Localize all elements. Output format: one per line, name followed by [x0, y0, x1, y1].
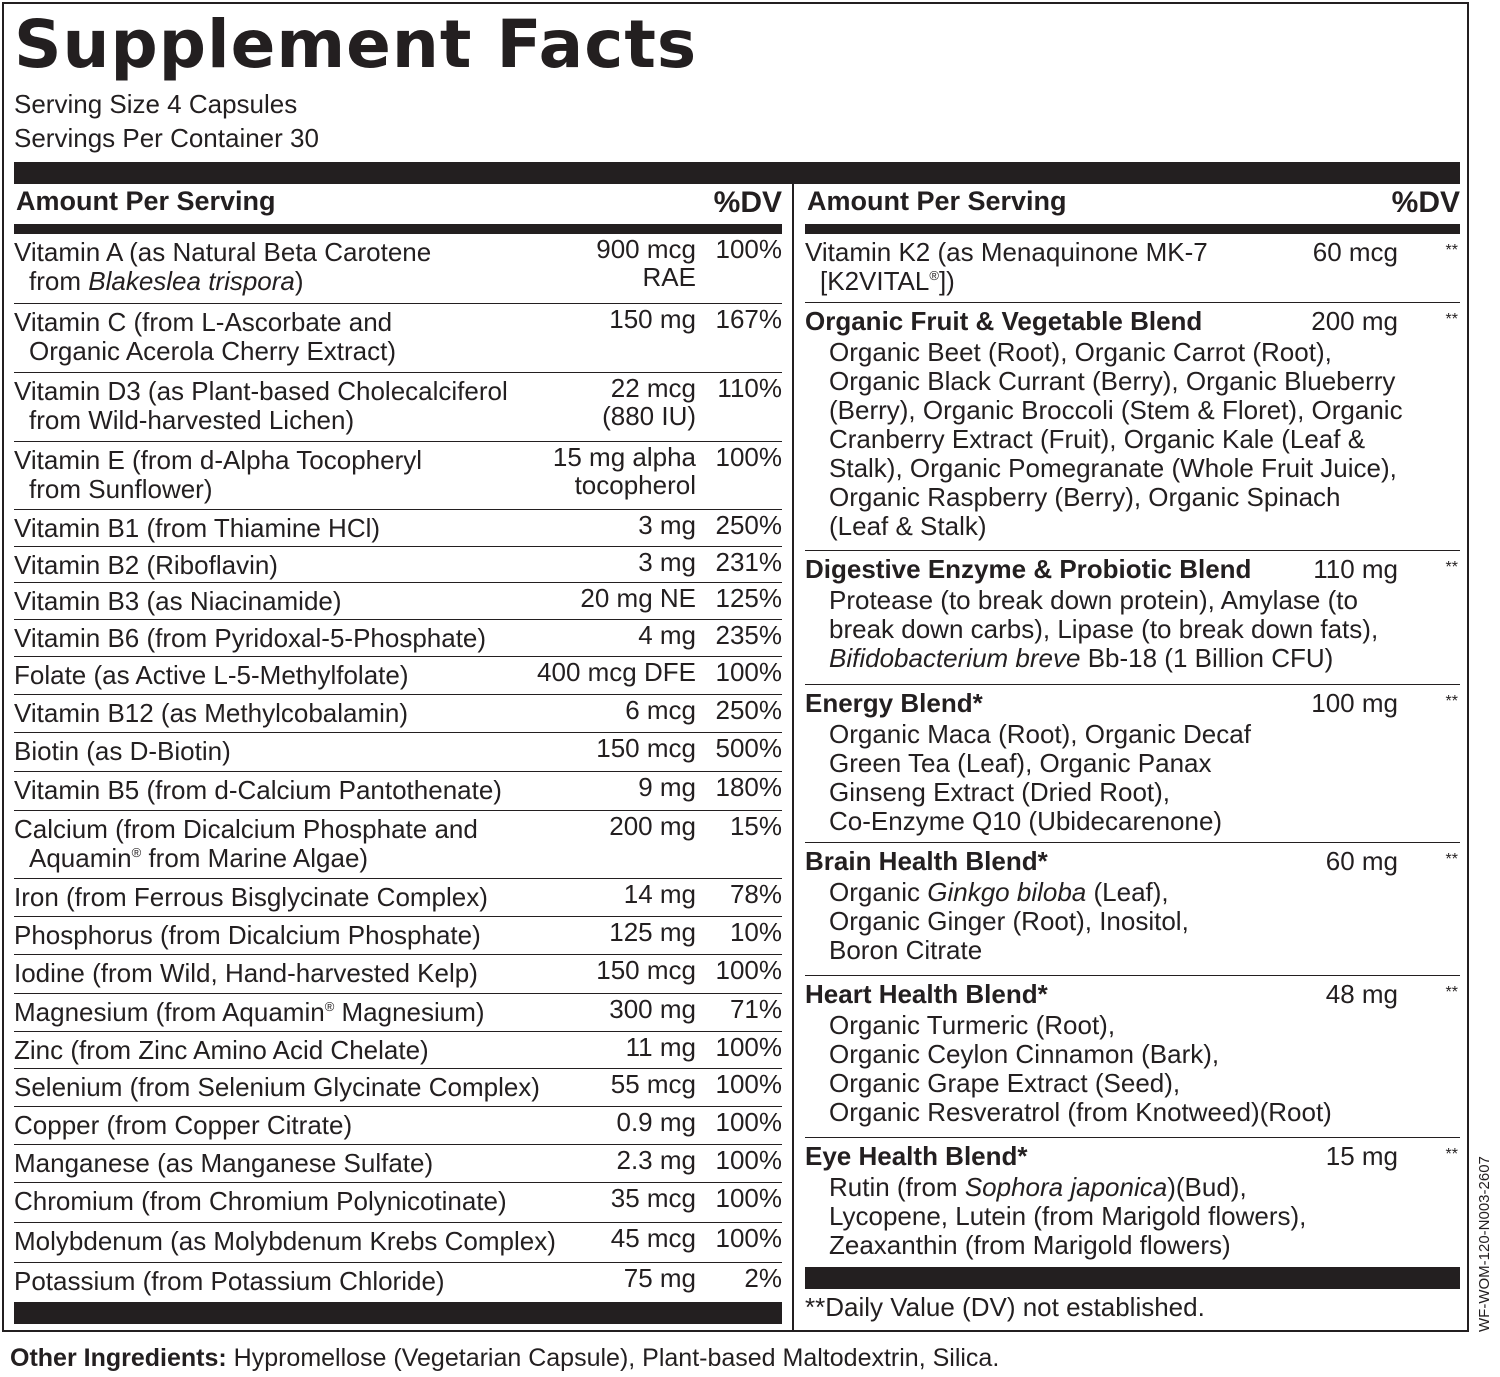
- blend-name: Digestive Enzyme & Probiotic Blend: [805, 554, 1252, 584]
- nutrient-name: Potassium (from Potassium Chloride): [14, 1266, 445, 1296]
- dv-label: %DV: [713, 186, 782, 219]
- nutrient-source: from Sunflower): [29, 474, 213, 504]
- blend-name: Brain Health Blend*: [805, 846, 1048, 876]
- nutrient-row: [14, 620, 782, 657]
- nutrient-source: Aquamin® from Marine Algae): [29, 843, 369, 873]
- nutrient-amount: 45 mcg: [610, 1223, 696, 1253]
- amount-per-serving-label: Amount Per Serving: [807, 186, 1067, 216]
- right-rows: [805, 234, 1460, 1270]
- nutrient-row: [14, 234, 782, 304]
- species-name: Ginkgo biloba: [927, 877, 1087, 907]
- nutrient-dv: 100%: [715, 657, 782, 687]
- blend-ingredients: [829, 338, 1403, 541]
- nutrient-row: [14, 917, 782, 955]
- blend-dv: **: [1445, 559, 1458, 576]
- blend-name: Vitamin K2 (as Menaquinone MK-7 [K2VITAL®]): [805, 237, 1208, 296]
- blend-row: [805, 976, 1460, 1138]
- nutrient-row: [14, 1263, 782, 1295]
- nutrient-dv: 78%: [729, 879, 782, 909]
- nutrient-dv: 100%: [715, 1032, 782, 1062]
- nutrient-row: [14, 583, 782, 620]
- blend-name: Heart Health Blend*: [805, 979, 1048, 1009]
- serving-size: Serving Size 4 Capsules: [14, 89, 298, 119]
- blend-source: [K2VITAL®]): [820, 266, 955, 296]
- nutrient-name: Folate (as Active L-5-Methylfolate): [14, 660, 409, 690]
- nutrient-amount: 55 mcg: [610, 1069, 696, 1099]
- nutrient-name: Copper (from Copper Citrate): [14, 1110, 353, 1140]
- blend-row: [805, 1138, 1460, 1270]
- nutrient-name: Vitamin B3 (as Niacinamide): [14, 586, 342, 616]
- nutrient-name: Zinc (from Zinc Amino Acid Chelate): [14, 1035, 429, 1065]
- blend-ingredients: [829, 586, 1378, 673]
- blend-amount: 100 mg: [1311, 688, 1398, 718]
- nutrient-row: [14, 1183, 782, 1223]
- nutrient-dv: 100%: [715, 955, 782, 985]
- blend-dv: **: [1445, 1146, 1458, 1163]
- nutrient-dv: 15%: [729, 811, 782, 841]
- nutrient-dv: 250%: [715, 695, 782, 725]
- nutrient-amount: 400 mcg DFE: [537, 657, 696, 687]
- dv-footnote: **Daily Value (DV) not established.: [805, 1292, 1205, 1322]
- ingredient-line: Stalk), Organic Pomegranate (Whole Fruit Juice),: [829, 453, 1397, 483]
- nutrient-dv: 100%: [715, 1107, 782, 1137]
- ingredient-line: Organic Maca (Root), Organic Decaf: [829, 719, 1251, 749]
- nutrient-dv: 125%: [715, 583, 782, 613]
- nutrient-amount: 125 mg: [609, 917, 696, 947]
- blend-name: Eye Health Blend*: [805, 1141, 1028, 1171]
- blend-ingredients: [829, 720, 1251, 836]
- blend-amount: 48 mg: [1325, 979, 1398, 1009]
- ingredient-line: Zeaxanthin (from Marigold flowers): [829, 1230, 1231, 1260]
- nutrient-dv: 100%: [715, 442, 782, 472]
- blend-row: [805, 303, 1460, 551]
- nutrient-amount: 20 mg NE: [580, 583, 696, 613]
- nutrient-name: Biotin (as D-Biotin): [14, 736, 231, 766]
- nutrient-dv: 110%: [717, 373, 782, 403]
- nutrient-row: [14, 1032, 782, 1069]
- ingredient-line: Protease (to break down protein), Amylase (to: [829, 585, 1358, 615]
- ingredient-line: Organic Raspberry (Berry), Organic Spinach: [829, 482, 1341, 512]
- other-ingredients-label: Other Ingredients:: [10, 1344, 227, 1372]
- nutrient-name: Vitamin B5 (from d-Calcium Pantothenate): [14, 775, 502, 805]
- nutrient-amount: 14 mg: [623, 879, 696, 909]
- nutrient-source: Organic Acerola Cherry Extract): [29, 336, 397, 366]
- blend-dv: **: [1445, 693, 1458, 710]
- blend-amount: 200 mg: [1311, 306, 1398, 336]
- nutrient-dv: 71%: [729, 994, 782, 1024]
- left-bottom-bar: [14, 1302, 782, 1324]
- nutrient-dv: 10%: [729, 917, 782, 947]
- blend-name: Energy Blend*: [805, 688, 983, 718]
- blend-amount: 15 mg: [1325, 1141, 1398, 1171]
- nutrient-row: [14, 1223, 782, 1263]
- ingredient-line: Ginseng Extract (Dried Root),: [829, 777, 1171, 807]
- blend-ingredients: [829, 1011, 1332, 1127]
- registered-mark: ®: [929, 268, 939, 283]
- nutrient-row: [14, 733, 782, 772]
- nutrient-dv: 500%: [715, 733, 782, 763]
- top-divider-bar: [14, 162, 1460, 184]
- nutrient-name: Molybdenum (as Molybdenum Krebs Complex): [14, 1226, 556, 1256]
- left-column-header: [14, 184, 782, 234]
- nutrient-row: [14, 1107, 782, 1145]
- blend-ingredients: [829, 878, 1189, 965]
- ingredient-line: Lycopene, Lutein (from Marigold flowers),: [829, 1201, 1307, 1231]
- ingredient-line: Organic Resveratrol (from Knotweed)(Root): [829, 1097, 1332, 1127]
- ingredient-line: Organic Ceylon Cinnamon (Bark),: [829, 1039, 1220, 1069]
- nutrient-row: [14, 547, 782, 583]
- blend-name: Organic Fruit & Vegetable Blend: [805, 306, 1203, 336]
- nutrient-name: Vitamin B1 (from Thiamine HCl): [14, 513, 381, 543]
- nutrient-amount: 3 mg: [638, 510, 696, 540]
- nutrient-amount: 150 mcg: [596, 955, 696, 985]
- registered-mark: ®: [131, 845, 142, 860]
- nutrient-row: [14, 373, 782, 442]
- other-ingredients-text: Hypromellose (Vegetarian Capsule), Plant-based Maltodextrin, Silica.: [226, 1344, 1000, 1372]
- ingredient-line: Boron Citrate: [829, 935, 983, 965]
- nutrient-row: [14, 955, 782, 994]
- nutrient-dv: 180%: [715, 772, 782, 802]
- right-blend-column: [805, 184, 1460, 1270]
- amount-per-serving-label: Amount Per Serving: [16, 186, 276, 216]
- blend-amount: 110 mg: [1313, 554, 1398, 584]
- ingredient-line: Rutin (from Sophora japonica)(Bud),: [829, 1172, 1247, 1202]
- nutrient-amount: 9 mg: [638, 772, 696, 802]
- ingredient-line: Organic Grape Extract (Seed),: [829, 1068, 1181, 1098]
- ingredient-line: Bifidobacterium breve Bb-18 (1 Billion CFU): [829, 643, 1334, 673]
- nutrient-name: Vitamin B2 (Riboflavin): [14, 550, 278, 580]
- nutrient-row: [14, 657, 782, 695]
- species-name: Bifidobacterium breve: [829, 643, 1081, 673]
- ingredient-line: Cranberry Extract (Fruit), Organic Kale (Leaf &: [829, 424, 1366, 454]
- nutrient-source: from Blakeslea trispora): [29, 266, 304, 296]
- nutrient-source: from Wild-harvested Lichen): [29, 405, 355, 435]
- product-code: WF-WOM-120-N003-2607: [1476, 1156, 1493, 1332]
- nutrient-amount: 200 mg: [609, 811, 696, 841]
- blend-dv: **: [1445, 851, 1458, 868]
- nutrient-name: Vitamin B6 (from Pyridoxal-5-Phosphate): [14, 623, 487, 653]
- nutrient-dv: 100%: [715, 1223, 782, 1253]
- nutrient-row: [14, 442, 782, 510]
- nutrient-name: Iron (from Ferrous Bisglycinate Complex): [14, 882, 488, 912]
- ingredient-line: Organic Ginkgo biloba (Leaf),: [829, 877, 1169, 907]
- nutrient-amount: 150 mcg: [596, 733, 696, 763]
- page-title: Supplement Facts: [14, 6, 698, 83]
- nutrient-amount: 4 mg: [638, 620, 696, 650]
- nutrient-amount: 150 mg: [609, 304, 696, 334]
- nutrient-row: [14, 994, 782, 1032]
- nutrient-name: Vitamin B12 (as Methylcobalamin): [14, 698, 409, 728]
- nutrient-amount: 0.9 mg: [616, 1107, 696, 1137]
- nutrient-row: [14, 510, 782, 547]
- ingredient-line: (Leaf & Stalk): [829, 511, 987, 541]
- nutrient-name: Vitamin A (as Natural Beta Carotene from Blakeslea trispora): [14, 237, 432, 296]
- column-divider: [792, 184, 794, 1332]
- nutrient-row: [14, 695, 782, 733]
- nutrient-row: [14, 772, 782, 811]
- nutrient-dv: 100%: [715, 1145, 782, 1175]
- ingredient-line: Green Tea (Leaf), Organic Panax: [829, 748, 1212, 778]
- nutrient-dv: 100%: [715, 1069, 782, 1099]
- nutrient-name: Vitamin C (from L-Ascorbate and Organic Acerola Cherry Extract): [14, 307, 397, 366]
- other-ingredients: [10, 1342, 999, 1374]
- ingredient-line: Organic Ginger (Root), Inositol,: [829, 906, 1189, 936]
- nutrient-name: Phosphorus (from Dicalcium Phosphate): [14, 920, 481, 950]
- nutrient-name: Selenium (from Selenium Glycinate Complex): [14, 1072, 540, 1102]
- registered-mark: ®: [324, 999, 335, 1014]
- nutrient-row: [14, 1069, 782, 1107]
- species-name: Sophora japonica: [964, 1172, 1168, 1202]
- nutrient-dv: 250%: [715, 510, 782, 540]
- nutrient-amount: 75 mg: [623, 1263, 696, 1293]
- nutrient-dv: 231%: [715, 547, 782, 577]
- nutrient-row: [14, 304, 782, 373]
- nutrient-name: Chromium (from Chromium Polynicotinate): [14, 1186, 507, 1216]
- servings-per-container: Servings Per Container 30: [14, 123, 319, 153]
- nutrient-amount: 22 mcg (880 IU): [602, 373, 696, 431]
- right-column-header: [805, 184, 1460, 234]
- nutrient-dv: 167%: [715, 304, 782, 334]
- blend-row: [805, 843, 1460, 976]
- nutrient-row: [14, 1145, 782, 1183]
- ingredient-line: Organic Beet (Root), Organic Carrot (Root),: [829, 337, 1332, 367]
- nutrient-name: Calcium (from Dicalcium Phosphate and Aquamin® from Marine Algae): [14, 814, 478, 873]
- ingredient-line: Organic Turmeric (Root),: [829, 1010, 1116, 1040]
- blend-dv: **: [1445, 984, 1458, 1001]
- nutrient-amount: 35 mcg: [610, 1183, 696, 1213]
- dv-label: %DV: [1391, 186, 1460, 219]
- ingredient-line: Co-Enzyme Q10 (Ubidecarenone): [829, 806, 1223, 836]
- nutrient-name: Manganese (as Manganese Sulfate): [14, 1148, 434, 1178]
- nutrient-name: Iodine (from Wild, Hand-harvested Kelp): [14, 958, 478, 988]
- nutrient-dv: 2%: [744, 1263, 782, 1293]
- nutrient-amount: 6 mcg: [625, 695, 696, 725]
- blend-row: [805, 234, 1460, 303]
- blend-dv: **: [1445, 311, 1458, 328]
- nutrient-amount: 2.3 mg: [616, 1145, 696, 1175]
- ingredient-line: Organic Black Currant (Berry), Organic Blueberry: [829, 366, 1396, 396]
- blend-dv: **: [1445, 242, 1458, 259]
- blend-amount: 60 mcg: [1312, 237, 1398, 267]
- nutrient-dv: 100%: [715, 1183, 782, 1213]
- blend-amount: 60 mg: [1325, 846, 1398, 876]
- nutrient-name: Vitamin D3 (as Plant-based Cholecalciferol from Wild-harvested Lichen): [14, 376, 508, 435]
- nutrient-name: Vitamin E (from d-Alpha Tocopheryl from Sunflower): [14, 445, 423, 504]
- left-nutrient-column: [14, 184, 782, 1295]
- blend-row: [805, 685, 1460, 843]
- nutrient-row: [14, 879, 782, 917]
- nutrient-amount: 300 mg: [609, 994, 696, 1024]
- nutrient-amount: 900 mcg RAE: [596, 234, 696, 292]
- nutrient-amount: 3 mg: [638, 547, 696, 577]
- nutrient-name: Magnesium (from Aquamin® Magnesium): [14, 997, 485, 1027]
- nutrient-dv: 100%: [715, 234, 782, 264]
- nutrient-dv: 235%: [715, 620, 782, 650]
- nutrient-amount: 15 mg alpha tocopherol: [552, 442, 696, 500]
- ingredient-line: (Berry), Organic Broccoli (Stem & Floret), Organic: [829, 395, 1403, 425]
- ingredient-line: break down carbs), Lipase (to break down fats),: [829, 614, 1379, 644]
- blend-ingredients: [829, 1173, 1306, 1260]
- blend-row: [805, 551, 1460, 685]
- nutrient-amount: 11 mg: [625, 1032, 696, 1062]
- species-name: Blakeslea trispora: [88, 266, 295, 296]
- right-bottom-bar: [805, 1267, 1460, 1289]
- nutrient-row: [14, 811, 782, 879]
- left-rows: [14, 234, 782, 1295]
